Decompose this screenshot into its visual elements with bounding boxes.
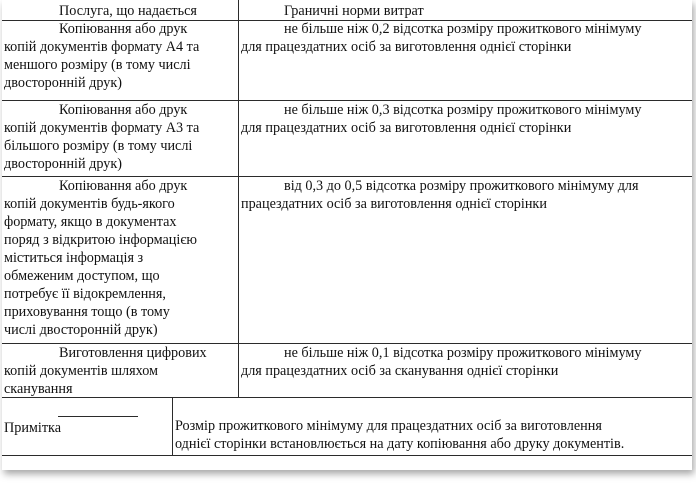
row-3-service-line: міститься інформація з (4, 250, 144, 266)
row-4-service-line: сканування (4, 381, 73, 397)
row-3-service-line: потребує її відокремлення, (4, 286, 166, 302)
row-1-norm-line: не більше ніж 0,2 відсотка розміру прожиткового мінімуму (284, 21, 642, 37)
column-divider (238, 0, 239, 397)
row-3-service-line: формату, якщо в документах (4, 214, 177, 230)
note-text-line: однієї сторінки встановлюється на дату копіювання або друку документів. (175, 436, 625, 452)
row-1-service-line: Копіювання або друк (59, 21, 188, 37)
row-1-service-line: двосторонній друк) (4, 75, 122, 91)
row-4-norm-line: для працездатних осіб за сканування однієї сторінки (241, 363, 559, 379)
row-3-service-line: Копіювання або друк (59, 178, 188, 194)
note-label: Примітка (4, 420, 62, 436)
note-text-line: Розмір прожиткового мінімуму для працездатних осіб за виготовлення (175, 418, 602, 434)
row-1-service-line: меншого розміру (в тому числі (4, 57, 191, 73)
header-service: Послуга, що надається (59, 3, 197, 19)
row-divider (2, 455, 692, 456)
row-4-service-line: копій документів шляхом (4, 363, 158, 379)
row-divider (2, 343, 692, 344)
row-1-norm-line: для працездатних осіб за виготовлення однієї сторінки (241, 39, 572, 55)
row-divider (2, 176, 692, 177)
row-3-norm-line: від 0,3 до 0,5 відсотка розміру прожиткового мінімуму для (284, 178, 639, 194)
row-2-service-line: більшого розміру (в тому числі (4, 138, 193, 154)
row-3-norm-line: працездатних осіб за виготовлення однієї сторінки (241, 196, 547, 212)
row-divider (2, 397, 692, 398)
row-divider (2, 100, 692, 101)
row-2-service-line: двосторонній друк) (4, 156, 122, 172)
row-3-service-line: поряд з відкритою інформацією (4, 232, 198, 248)
row-3-service-line: копій документів будь-якого (4, 196, 175, 212)
row-2-norm-line: не більше ніж 0,3 відсотка розміру прожиткового мінімуму (284, 102, 642, 118)
row-2-service-line: копій документів формату А3 та (4, 120, 200, 136)
row-3-service-line: обмеженим доступом, що (4, 268, 160, 284)
row-3-service-line: числі двосторонній друк) (4, 322, 158, 338)
row-2-norm-line: для працездатних осіб за виготовлення однієї сторінки (241, 120, 572, 136)
row-2-service-line: Копіювання або друк (59, 102, 188, 118)
note-divider (172, 397, 173, 455)
note-rule (58, 416, 138, 417)
row-1-service-line: копій документів формату А4 та (4, 39, 200, 55)
header-norms: Граничні норми витрат (284, 3, 424, 19)
row-4-service-line: Виготовлення цифрових (59, 345, 207, 361)
document-page (2, 0, 692, 470)
row-3-service-line: приховування тощо (в тому (4, 304, 170, 320)
row-4-norm-line: не більше ніж 0,1 відсотка розміру прожиткового мінімуму (284, 345, 642, 361)
